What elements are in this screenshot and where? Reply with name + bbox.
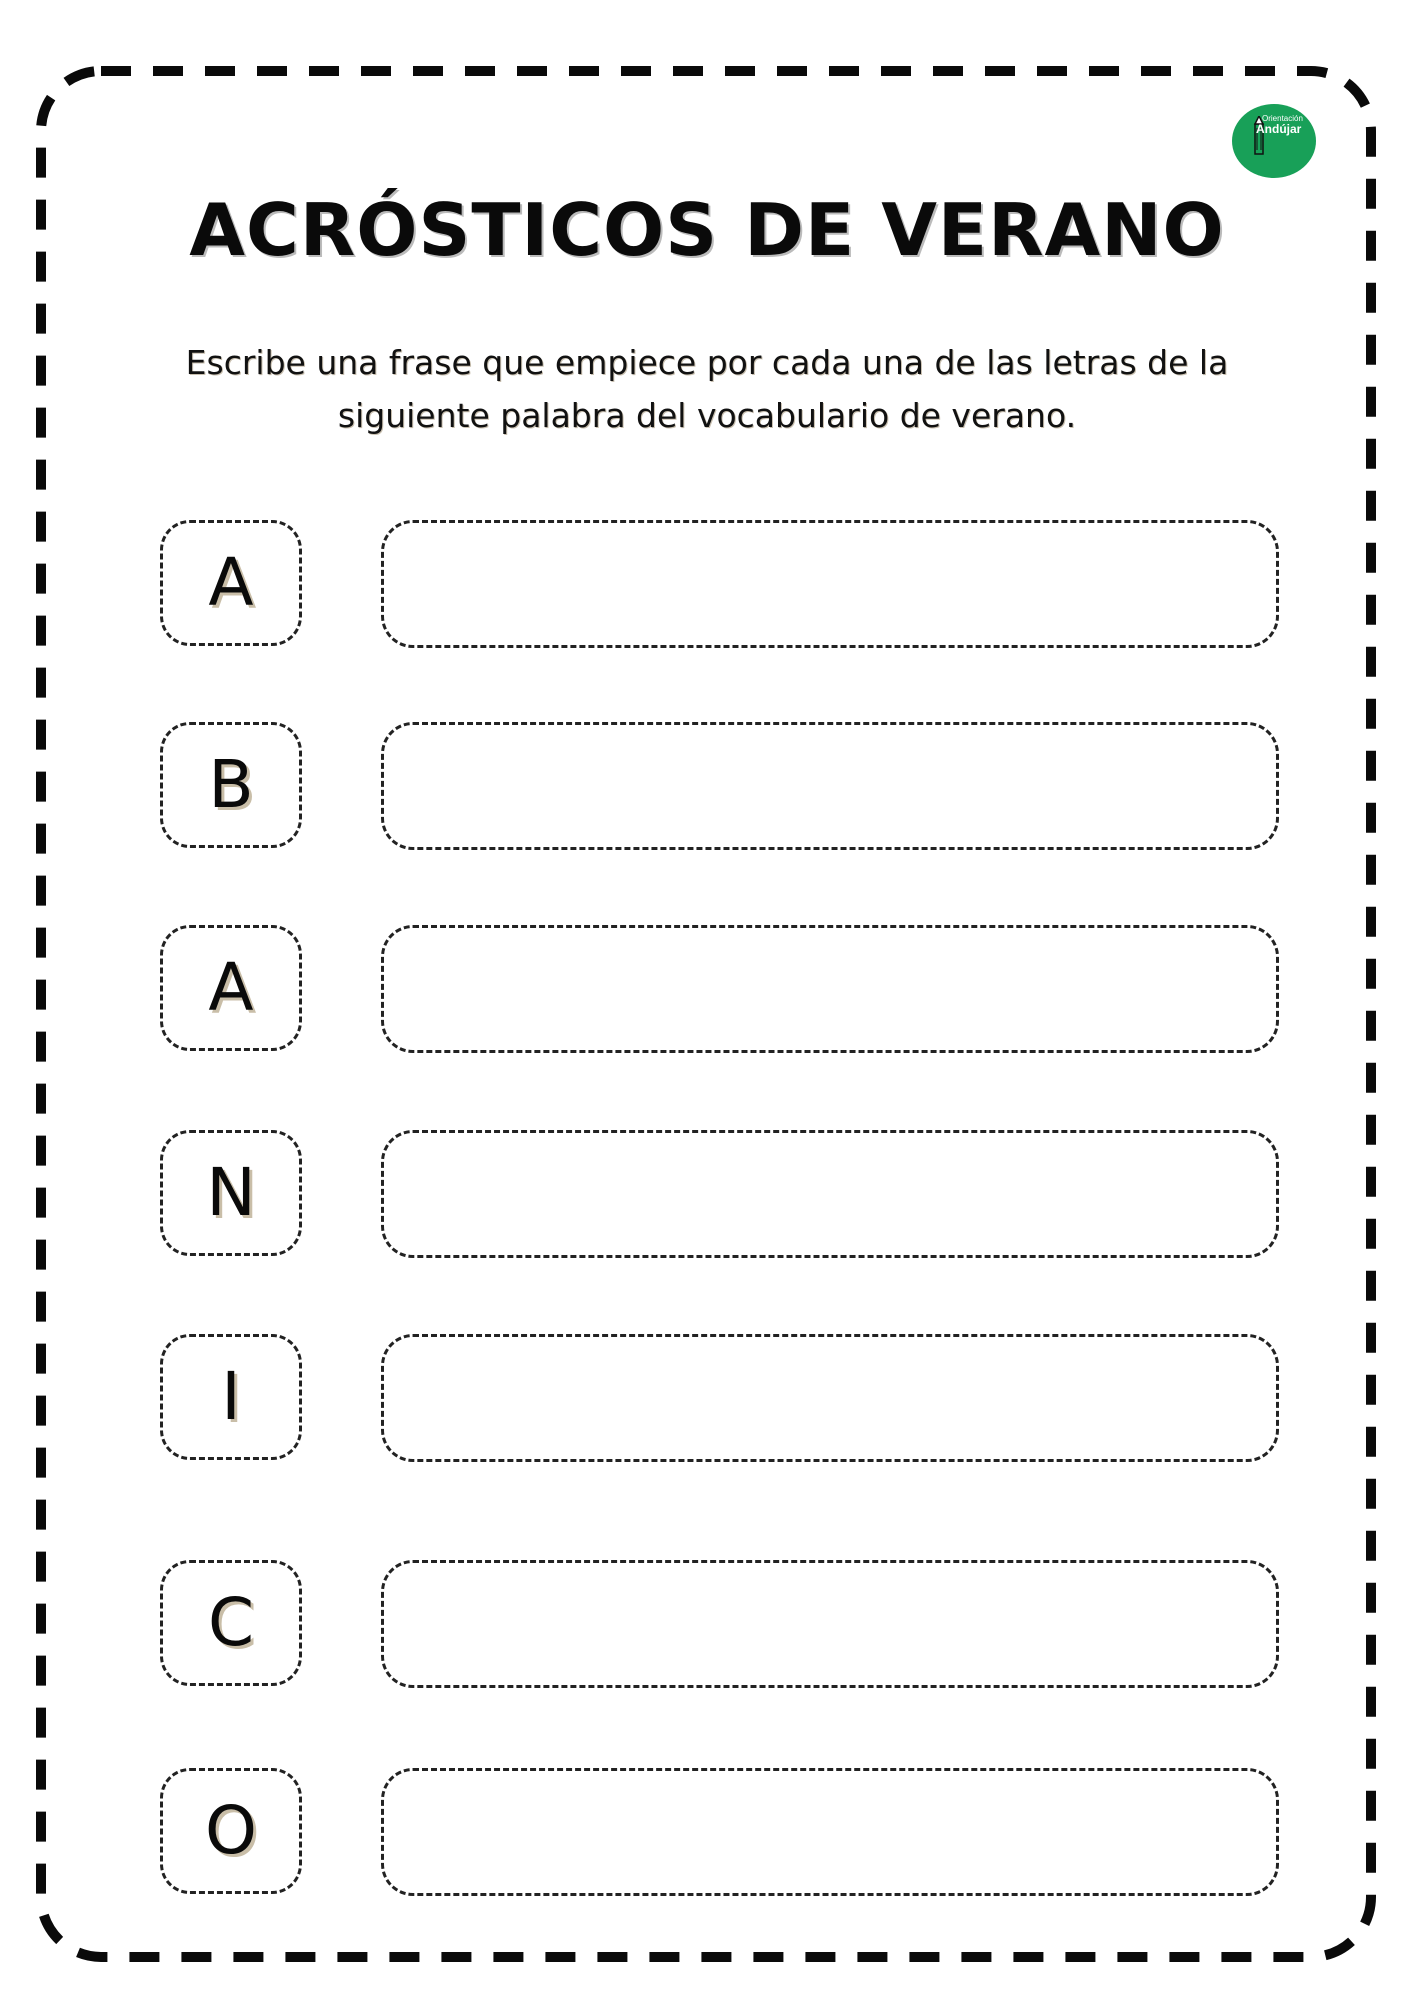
letter-box bbox=[160, 1334, 302, 1460]
acrostic-letter: O bbox=[205, 1792, 257, 1869]
acrostic-letter: B bbox=[208, 746, 254, 823]
acrostic-letter: N bbox=[206, 1154, 256, 1231]
letter-box bbox=[160, 925, 302, 1051]
acrostic-row bbox=[0, 520, 1414, 650]
worksheet-title: ACRÓSTICOS DE VERANO bbox=[189, 188, 1225, 272]
answer-field[interactable] bbox=[381, 1560, 1279, 1688]
acrostic-row bbox=[0, 1768, 1414, 1898]
acrostic-row bbox=[0, 722, 1414, 852]
answer-field[interactable] bbox=[381, 925, 1279, 1053]
answer-field[interactable] bbox=[381, 1768, 1279, 1896]
letter-box bbox=[160, 1560, 302, 1686]
acrostic-letter: C bbox=[207, 1584, 255, 1661]
answer-field[interactable] bbox=[381, 520, 1279, 648]
answer-field[interactable] bbox=[381, 1334, 1279, 1462]
letter-box bbox=[160, 1130, 302, 1256]
worksheet-instructions: Escribe una frase que empiece por cada una de las letras de la siguiente palabra del vocabulario de verano. bbox=[185, 343, 1229, 435]
letter-box bbox=[160, 520, 302, 646]
letter-box bbox=[160, 722, 302, 848]
logo-text-bottom: Andújar bbox=[1256, 122, 1302, 136]
logo-text-top: Orientación bbox=[1262, 114, 1303, 123]
answer-field[interactable] bbox=[381, 1130, 1279, 1258]
acrostic-row bbox=[0, 1130, 1414, 1260]
answer-field[interactable] bbox=[381, 722, 1279, 850]
acrostic-row bbox=[0, 1334, 1414, 1464]
acrostic-letter: I bbox=[221, 1358, 241, 1435]
letter-box bbox=[160, 1768, 302, 1894]
orientacion-andujar-logo bbox=[1232, 104, 1316, 178]
acrostic-letter: A bbox=[208, 949, 254, 1026]
acrostic-row bbox=[0, 925, 1414, 1055]
acrostic-row bbox=[0, 1560, 1414, 1690]
acrostic-letter: A bbox=[208, 544, 254, 621]
